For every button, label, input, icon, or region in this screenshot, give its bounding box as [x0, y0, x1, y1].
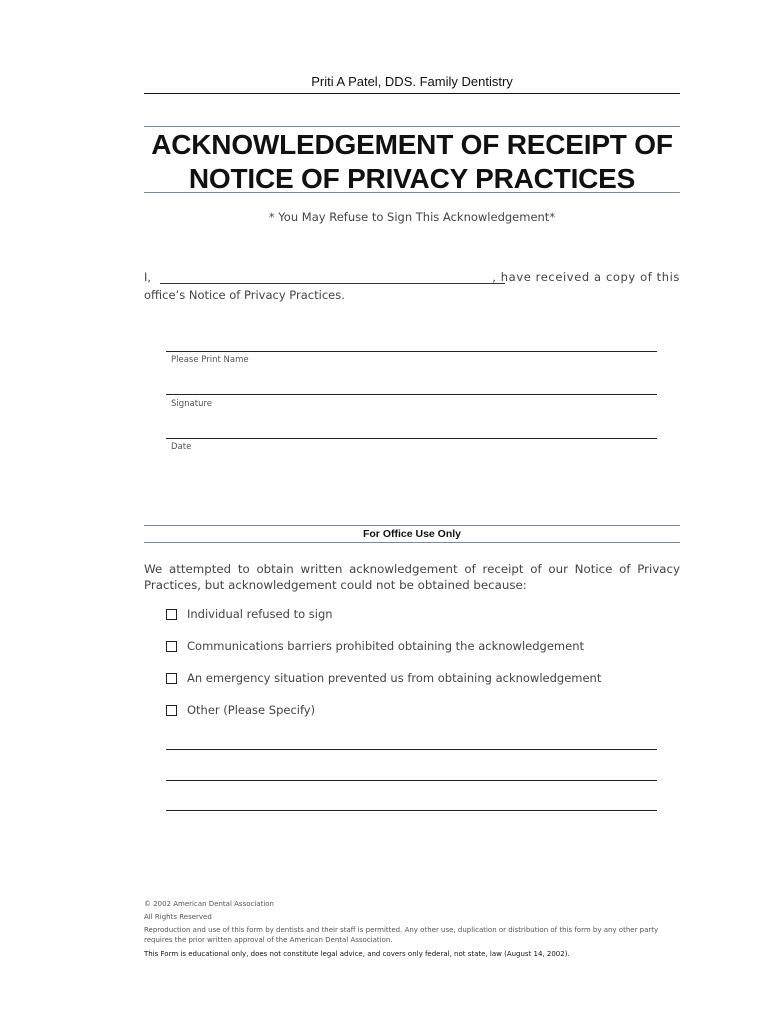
print-name-line[interactable] [166, 351, 657, 352]
statement-prefix: I, [144, 270, 152, 284]
title-top-rule [144, 126, 680, 127]
office-use-top-rule [144, 525, 680, 526]
statement-suffix: , have received a copy of this [492, 270, 680, 284]
signature-label: Signature [171, 399, 213, 409]
reason-other [166, 703, 315, 717]
reason-label: An emergency situation prevented us from obtaining acknowledgement [187, 671, 602, 685]
reason-label: Communications barriers prohibited obtaining the acknowledgement [187, 639, 584, 653]
checkbox-communications[interactable] [166, 641, 177, 652]
attempt-text: We attempted to obtain written acknowledgement of receipt of our Notice of Privacy Practices, but acknowledgement could not be obtained because: [144, 562, 680, 592]
date-label: Date [171, 442, 192, 452]
specify-line-1[interactable] [166, 749, 657, 750]
footer-reproduction: Reproduction and use of this form by dentists and their staff is permitted. Any other use, duplication or distribution of this form by any other party requires the prior written approval of the American Dental Association. [144, 926, 659, 944]
print-name-label: Please Print Name [171, 355, 249, 365]
title-line-2: NOTICE OF PRIVACY PRACTICES [188, 163, 636, 194]
checkbox-emergency[interactable] [166, 673, 177, 684]
specify-line-2[interactable] [166, 780, 657, 781]
title-bottom-rule [144, 192, 680, 193]
header-rule [144, 93, 680, 94]
checkbox-refused[interactable] [166, 609, 177, 620]
office-use-heading: For Office Use Only [362, 528, 462, 540]
office-use-bottom-rule [144, 542, 680, 543]
checkbox-other[interactable] [166, 705, 177, 716]
practice-name: Priti A Patel, DDS. Family Dentistry [311, 74, 513, 89]
signature-line[interactable] [166, 394, 657, 395]
footer-rights: All Rights Reserved [144, 913, 212, 921]
reason-communications [166, 639, 584, 653]
statement-line-2: office’s Notice of Privacy Practices. [144, 288, 345, 302]
name-blank-line[interactable] [160, 283, 505, 284]
specify-line-3[interactable] [166, 810, 657, 811]
reason-emergency [166, 671, 601, 685]
title-line-1: ACKNOWLEDGEMENT OF RECEIPT OF [151, 129, 673, 160]
reason-label: Other (Please Specify) [187, 703, 316, 717]
document-title [144, 128, 680, 196]
footer-copyright: © 2002 American Dental Association [144, 900, 274, 908]
refuse-note: * You May Refuse to Sign This Acknowledgement* [268, 210, 556, 224]
date-line[interactable] [166, 438, 657, 439]
footer-educational: This Form is educational only, does not constitute legal advice, and covers only federal, not state, law (August 14, 2002). [144, 950, 570, 958]
reason-label: Individual refused to sign [187, 607, 333, 621]
reason-refused [166, 607, 333, 621]
statement-line-1 [144, 270, 680, 286]
